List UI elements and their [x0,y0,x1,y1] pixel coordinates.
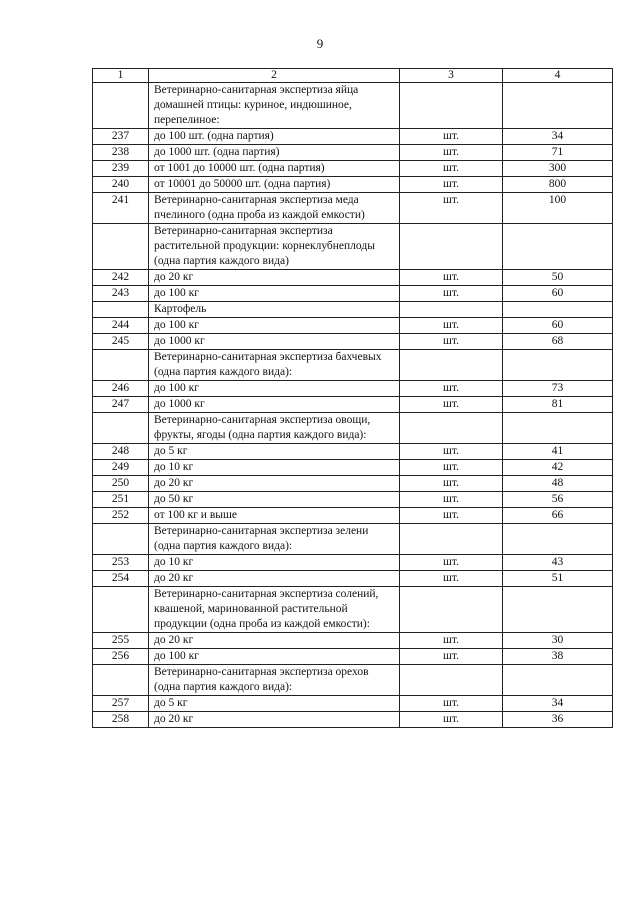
row-description: до 1000 шт. (одна партия) [149,145,400,161]
row-description: Ветеринарно-санитарная экспертиза меда пчелиного (одна проба из каждой емкости) [149,193,400,224]
row-price [503,224,613,270]
row-unit: шт. [400,444,503,460]
row-price: 56 [503,492,613,508]
row-unit: шт. [400,193,503,224]
table-row [93,665,613,696]
row-number [93,302,149,318]
row-price [503,524,613,555]
table-row [93,696,613,712]
row-number: 249 [93,460,149,476]
page-number: 9 [316,36,324,51]
row-price: 48 [503,476,613,492]
row-unit: шт. [400,508,503,524]
table-row [93,571,613,587]
row-unit: шт. [400,161,503,177]
row-number [93,587,149,633]
row-description: до 20 кг [149,633,400,649]
row-number: 254 [93,571,149,587]
row-price: 73 [503,381,613,397]
table-row [93,413,613,444]
row-number: 257 [93,696,149,712]
row-number: 247 [93,397,149,413]
row-unit: шт. [400,286,503,302]
row-price: 42 [503,460,613,476]
row-price: 36 [503,712,613,728]
row-number: 250 [93,476,149,492]
row-description: Ветеринарно-санитарная экспертиза яйца домашней птицы: куриное, индюшиное, перепелиное: [149,83,400,129]
row-number: 240 [93,177,149,193]
row-number [93,224,149,270]
row-number [93,413,149,444]
table-row [93,350,613,381]
row-description: Ветеринарно-санитарная экспертиза солений, квашеной, маринованной растительной продукции (одна проба из каждой емкости): [149,587,400,633]
row-price [503,413,613,444]
column-header: 4 [503,69,613,83]
row-description: до 100 кг [149,286,400,302]
row-price: 41 [503,444,613,460]
row-unit [400,587,503,633]
row-number: 239 [93,161,149,177]
row-description: до 10 кг [149,460,400,476]
row-number: 238 [93,145,149,161]
row-description: до 5 кг [149,696,400,712]
table-row [93,633,613,649]
row-unit: шт. [400,397,503,413]
row-number: 258 [93,712,149,728]
row-unit: шт. [400,696,503,712]
row-number [93,83,149,129]
price-table [92,68,613,728]
row-description: до 1000 кг [149,334,400,350]
row-price: 34 [503,696,613,712]
row-description: Картофель [149,302,400,318]
row-price: 34 [503,129,613,145]
row-price [503,587,613,633]
row-price: 43 [503,555,613,571]
row-price: 300 [503,161,613,177]
table-row [93,145,613,161]
row-description: от 10001 до 50000 шт. (одна партия) [149,177,400,193]
row-description: до 100 кг [149,318,400,334]
row-description: до 10 кг [149,555,400,571]
table-row [93,555,613,571]
row-number: 255 [93,633,149,649]
row-number: 237 [93,129,149,145]
row-price: 51 [503,571,613,587]
row-price: 800 [503,177,613,193]
row-unit: шт. [400,129,503,145]
row-number: 256 [93,649,149,665]
table-row [93,177,613,193]
row-price: 30 [503,633,613,649]
table-row [93,381,613,397]
table-row [93,397,613,413]
table-row [93,224,613,270]
row-price [503,665,613,696]
row-price: 68 [503,334,613,350]
row-number: 241 [93,193,149,224]
row-number: 244 [93,318,149,334]
table-row [93,476,613,492]
column-header: 3 [400,69,503,83]
row-description: до 20 кг [149,270,400,286]
row-description: до 100 шт. (одна партия) [149,129,400,145]
row-price: 38 [503,649,613,665]
row-unit: шт. [400,318,503,334]
row-number [93,350,149,381]
row-price [503,350,613,381]
table-row [93,193,613,224]
row-description: Ветеринарно-санитарная экспертиза бахчевых (одна партия каждого вида): [149,350,400,381]
row-description: до 20 кг [149,712,400,728]
row-unit: шт. [400,270,503,286]
row-price [503,302,613,318]
row-description: до 1000 кг [149,397,400,413]
row-description: Ветеринарно-санитарная экспертиза зелени (одна партия каждого вида): [149,524,400,555]
table-row [93,83,613,129]
row-price [503,83,613,129]
table-row [93,444,613,460]
row-description: до 20 кг [149,571,400,587]
row-unit: шт. [400,381,503,397]
row-number [93,524,149,555]
row-number: 248 [93,444,149,460]
row-unit: шт. [400,555,503,571]
row-price: 100 [503,193,613,224]
row-description: Ветеринарно-санитарная экспертиза орехов (одна партия каждого вида): [149,665,400,696]
row-unit: шт. [400,145,503,161]
row-number: 251 [93,492,149,508]
row-price: 60 [503,318,613,334]
table-row [93,129,613,145]
row-description: до 20 кг [149,476,400,492]
row-unit [400,413,503,444]
row-number: 242 [93,270,149,286]
table-row [93,334,613,350]
row-unit [400,665,503,696]
row-unit [400,83,503,129]
row-unit [400,350,503,381]
column-header: 1 [93,69,149,83]
table-row [93,286,613,302]
row-number: 245 [93,334,149,350]
row-price: 66 [503,508,613,524]
table-row [93,587,613,633]
row-description: Ветеринарно-санитарная экспертиза овощи, фрукты, ягоды (одна партия каждого вида): [149,413,400,444]
row-unit: шт. [400,712,503,728]
row-price: 50 [503,270,613,286]
row-unit: шт. [400,571,503,587]
table-row [93,270,613,286]
row-unit: шт. [400,334,503,350]
table-row [93,492,613,508]
row-description: от 100 кг и выше [149,508,400,524]
row-unit: шт. [400,476,503,492]
row-description: до 50 кг [149,492,400,508]
table-body [93,83,613,728]
row-description: до 100 кг [149,381,400,397]
row-description: до 5 кг [149,444,400,460]
row-unit: шт. [400,649,503,665]
row-description: до 100 кг [149,649,400,665]
row-price: 81 [503,397,613,413]
row-number: 253 [93,555,149,571]
table-row [93,460,613,476]
row-unit: шт. [400,633,503,649]
table-header-row [93,69,613,83]
row-unit: шт. [400,460,503,476]
row-number: 246 [93,381,149,397]
column-header: 2 [149,69,400,83]
row-unit [400,302,503,318]
table-row [93,161,613,177]
row-price: 71 [503,145,613,161]
row-unit: шт. [400,492,503,508]
table-row [93,649,613,665]
row-price: 60 [503,286,613,302]
row-description: от 1001 до 10000 шт. (одна партия) [149,161,400,177]
row-number [93,665,149,696]
table-row [93,508,613,524]
table-row [93,712,613,728]
row-unit [400,524,503,555]
row-unit: шт. [400,177,503,193]
row-number: 243 [93,286,149,302]
row-description: Ветеринарно-санитарная экспертиза растительной продукции: корнеклубнеплоды (одна партия каждого вида) [149,224,400,270]
row-unit [400,224,503,270]
table-row [93,302,613,318]
table-row [93,318,613,334]
table-row [93,524,613,555]
row-number: 252 [93,508,149,524]
